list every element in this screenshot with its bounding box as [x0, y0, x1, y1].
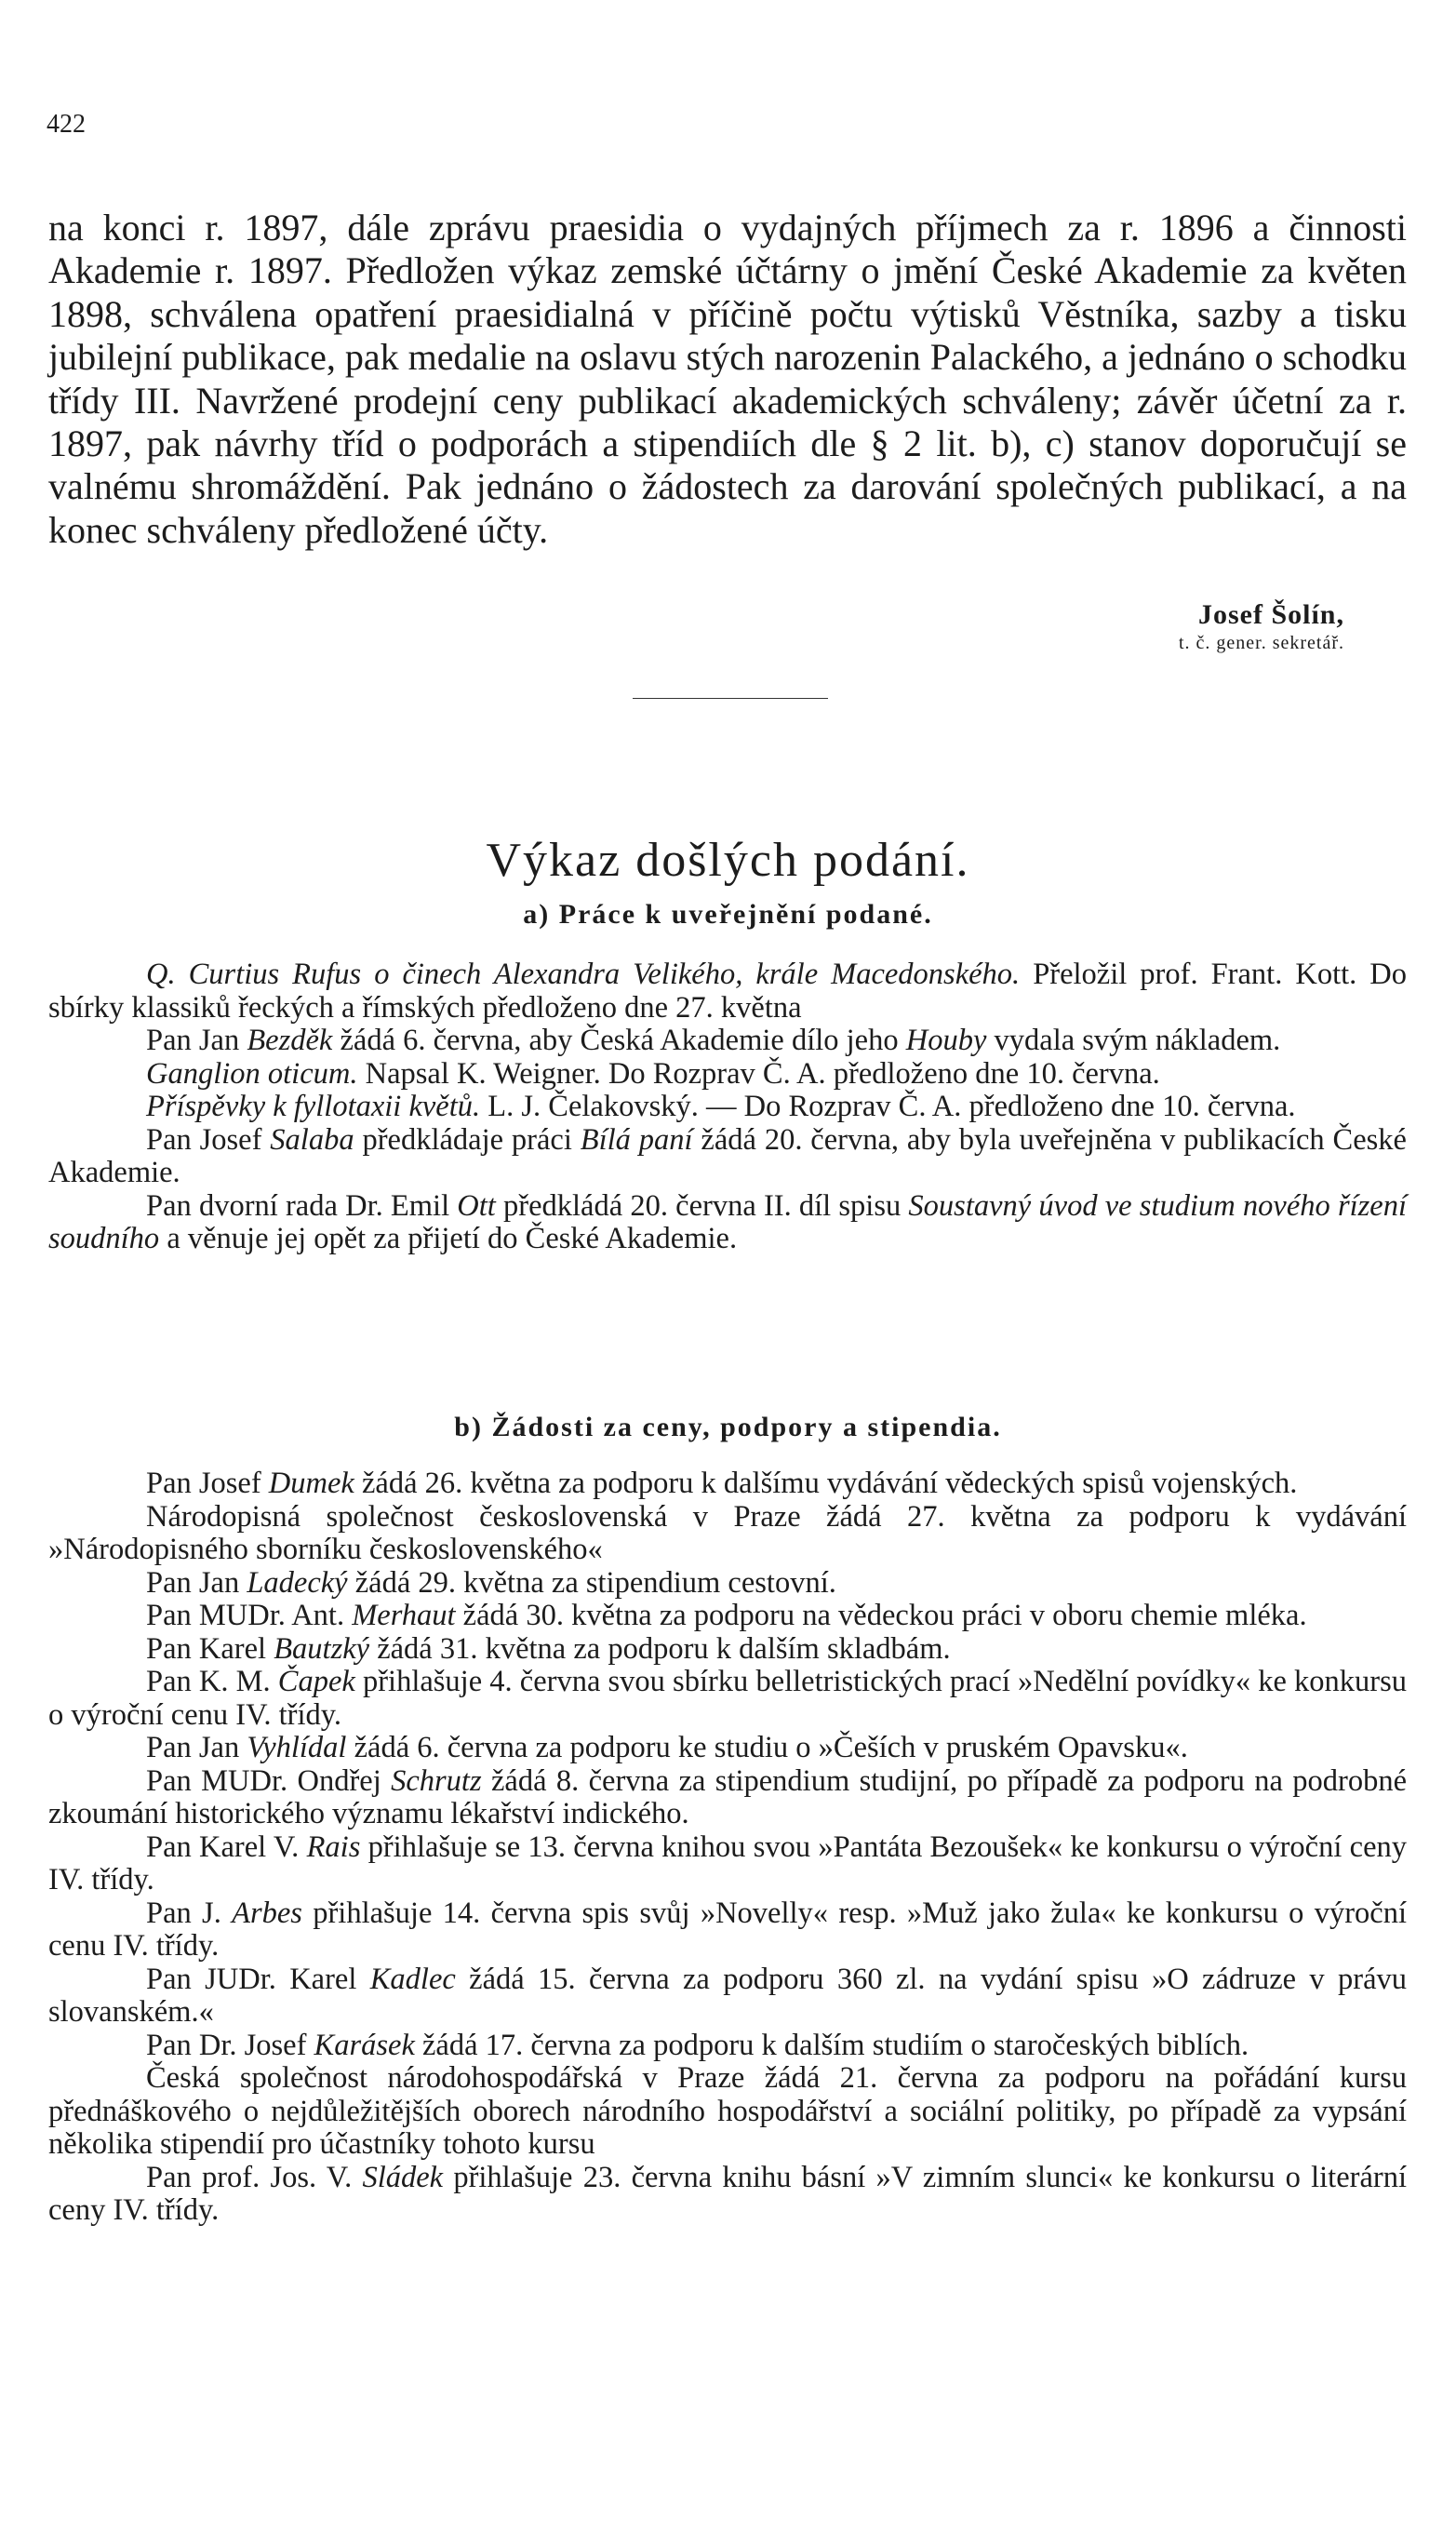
entry-text: L. J. Čelakovský. — Do Rozprav Č. A. předloženo dne 10. června.: [480, 1090, 1296, 1123]
intro-paragraph: [48, 207, 1407, 552]
entry-text: žádá 29. května za stipendium cestovní.: [347, 1565, 836, 1600]
entry-italic-text: Ganglion oticum.: [146, 1056, 358, 1091]
entry-text: Národopisná společnost československá v Praze žádá 27. května za podporu k vydávání »Národopisného sborníku československého«: [48, 1499, 1407, 1566]
entry-text: Pan K. M.: [146, 1665, 278, 1698]
entry-text: přihlašuje 23. června knihu básní »V zimním slunci« ke konkursu o literární ceny IV. třídy.: [48, 2160, 1407, 2227]
entry-text: žádá 6. června, aby Česká Akademie dílo jeho: [332, 1024, 906, 1057]
entry-paragraph: [48, 1600, 1407, 1633]
entry-paragraph: [48, 1058, 1407, 1092]
entry-text: Pan prof. Jos. V.: [146, 2160, 363, 2194]
entry-text: Přeložil prof. Frant. Kott. Do sbírky klassiků řeckých a římských předloženo dne 27. května: [48, 958, 1407, 1025]
entry-text: Pan MUDr. Ant.: [146, 1599, 353, 1632]
entry-text: přihlašuje se 13. června knihou svou »Pantáta Bezoušek« ke konkursu o výroční ceny IV. třídy.: [48, 1829, 1407, 1896]
entry-text: Pan Karel V.: [146, 1829, 307, 1864]
entry-text: Pan JUDr. Karel: [146, 1962, 370, 1996]
entry-text: žádá 20. června, aby byla uveřejněna v publikacích České Akademie.: [48, 1122, 1407, 1189]
entry-text: Česká společnost národohospodářská v Praze žádá 21. června za podporu na pořádání kursu přednáškového o nejdůležitějších oborech národního hospodářství a sociální politiky, po případě za vypsání několika stipendií pro účastníky tohoto kursu: [48, 2061, 1407, 2161]
entry-text: žádá 26. května za podporu k dalšímu vydávání vědeckých spisů vojenských.: [354, 1467, 1298, 1500]
entry-paragraph: [48, 1190, 1407, 1256]
entry-text: žádá 6. června za podporu ke studiu o »Češích v pruském Opavsku«.: [346, 1731, 1188, 1764]
entry-italic-text: Houby: [905, 1024, 987, 1057]
intro-text: na konci r. 1897, dále zprávu praesidia o vydajných příjmech za r. 1896 a činnosti Akademie r. 1897. Předložen výkaz zemské účtárny o jmění České Akademie za květen 1898, schválena opatření praesidialná v příčině počtu výtisků Věstníka, sazby a tisku jubilejní publikace, pak medalie na oslavu stých narozenin Palackého, a jednáno o schodku třídy III. Navržené prodejní ceny publikací akademických schváleny; závěr účetní za r. 1897, pak návrhy tříd o podporách a stipendiích dle § 2 lit. b), c) stanov doporučují se valnému shromáždění. Pak jednáno o žádostech za darování společných publikací, a na konec schváleny předložené účty.: [48, 207, 1407, 551]
entry-paragraph: [48, 1897, 1407, 1963]
entry-italic-text: Čapek: [277, 1665, 355, 1698]
entry-text: přihlašuje 4. června svou sbírku belletristických prací »Nedělní povídky« ke konkursu o výroční cenu IV. třídy.: [48, 1665, 1407, 1732]
entry-text: předkládaje práci: [354, 1122, 581, 1157]
entry-paragraph: [48, 2162, 1407, 2228]
entry-italic-text: Arbes: [232, 1896, 302, 1930]
entry-text: žádá 31. května za podporu k dalším skladbám.: [369, 1631, 951, 1666]
entry-text: a věnuje jej opět za přijetí do České Akademie.: [159, 1222, 738, 1255]
entry-italic-text: Vyhlídal: [247, 1731, 347, 1764]
page-title: Výkaz došlých podání.: [486, 833, 970, 887]
entry-paragraph: [48, 1633, 1407, 1667]
entry-italic-text: Salaba: [270, 1122, 354, 1157]
entry-paragraph: [48, 2030, 1407, 2063]
entry-text: žádá 17. června za podporu k dalším studiím o staročeských biblích.: [414, 2028, 1249, 2062]
entry-italic-text: Karásek: [314, 2028, 415, 2062]
section-a-list: [48, 958, 1407, 1256]
section-a-heading: a) Práce k uveřejnění podané.: [523, 899, 933, 930]
entry-paragraph: [48, 1501, 1407, 1567]
entry-text: žádá 30. května za podporu na vědeckou práci v oboru chemie mléka.: [455, 1599, 1307, 1632]
entry-italic-text: Q. Curtius Rufus o činech Alexandra Velikého, krále Macedonského.: [146, 958, 1021, 991]
entry-paragraph: [48, 1963, 1407, 2030]
entry-italic-text: Ladecký: [247, 1565, 348, 1600]
entry-italic-text: Schrutz: [391, 1763, 482, 1798]
entry-paragraph: [48, 1025, 1407, 1058]
entry-italic-text: Sládek: [362, 2160, 444, 2194]
entry-text: přihlašuje 14. června spis svůj »Novelly« resp. »Muž jako žula« ke konkursu o výroční cenu IV. třídy.: [48, 1896, 1407, 1963]
signature-block: [1179, 599, 1344, 654]
entry-text: Napsal K. Weigner. Do Rozprav Č. A. předloženo dne 10. června.: [357, 1056, 1160, 1091]
entry-italic-text: Dumek: [268, 1467, 354, 1500]
entry-paragraph: [48, 1567, 1407, 1601]
entry-text: Pan Karel: [146, 1631, 274, 1666]
entry-paragraph: [48, 1765, 1407, 1831]
entry-paragraph: [48, 958, 1407, 1025]
signature-name: Josef Šolín,: [1197, 599, 1344, 630]
entry-italic-text: Soustavný úvod ve studium nového řízení soudního: [48, 1188, 1407, 1255]
entry-italic-text: Rais: [306, 1829, 361, 1864]
entry-italic-text: Ott: [457, 1188, 496, 1223]
entry-text: vydala svým nákladem.: [986, 1024, 1281, 1057]
entry-paragraph: [48, 2062, 1407, 2162]
page-number: 422: [47, 110, 86, 139]
entry-text: předkládá 20. června II. díl spisu: [495, 1188, 909, 1223]
entry-text: Pan Jan: [146, 1024, 247, 1057]
signature-role: t. č. gener. sekretář.: [1178, 633, 1344, 653]
entry-text: Pan Josef: [146, 1467, 269, 1500]
entry-paragraph: [48, 1124, 1407, 1190]
section-divider: [633, 698, 828, 699]
entry-text: Pan MUDr. Ondřej: [146, 1763, 392, 1798]
entry-italic-text: Příspěvky k fyllotaxii květů.: [146, 1090, 481, 1123]
entry-paragraph: [48, 1666, 1407, 1732]
entry-text: Pan Dr. Josef: [146, 2028, 314, 2062]
entry-italic-text: Merhaut: [352, 1599, 456, 1632]
entry-italic-text: Bílá paní: [580, 1122, 693, 1157]
entry-paragraph: [48, 1468, 1407, 1501]
entry-text: Pan Jan: [146, 1731, 247, 1764]
entry-paragraph: [48, 1831, 1407, 1897]
entry-text: Pan dvorní rada Dr. Emil: [146, 1188, 458, 1223]
entry-text: žádá 8. června za stipendium studijní, po případě za podporu na podrobné zkoumání historického významu lékařství indického.: [48, 1763, 1407, 1830]
entry-paragraph: [48, 1732, 1407, 1765]
entry-italic-text: Bezděk: [247, 1024, 333, 1057]
entry-italic-text: Kadlec: [369, 1962, 456, 1996]
entry-text: Pan Jan: [146, 1565, 247, 1600]
entry-italic-text: Bautzký: [274, 1631, 370, 1666]
entry-paragraph: [48, 1091, 1407, 1124]
entry-text: Pan Josef: [146, 1122, 271, 1157]
section-b-list: [48, 1468, 1407, 2228]
entry-text: Pan J.: [146, 1896, 233, 1930]
section-b-heading: b) Žádosti za ceny, podpory a stipendia.: [454, 1412, 1002, 1442]
entry-text: žádá 15. června za podporu 360 zl. na vydání spisu »O zádruze v právu slovanském.«: [48, 1962, 1408, 2029]
